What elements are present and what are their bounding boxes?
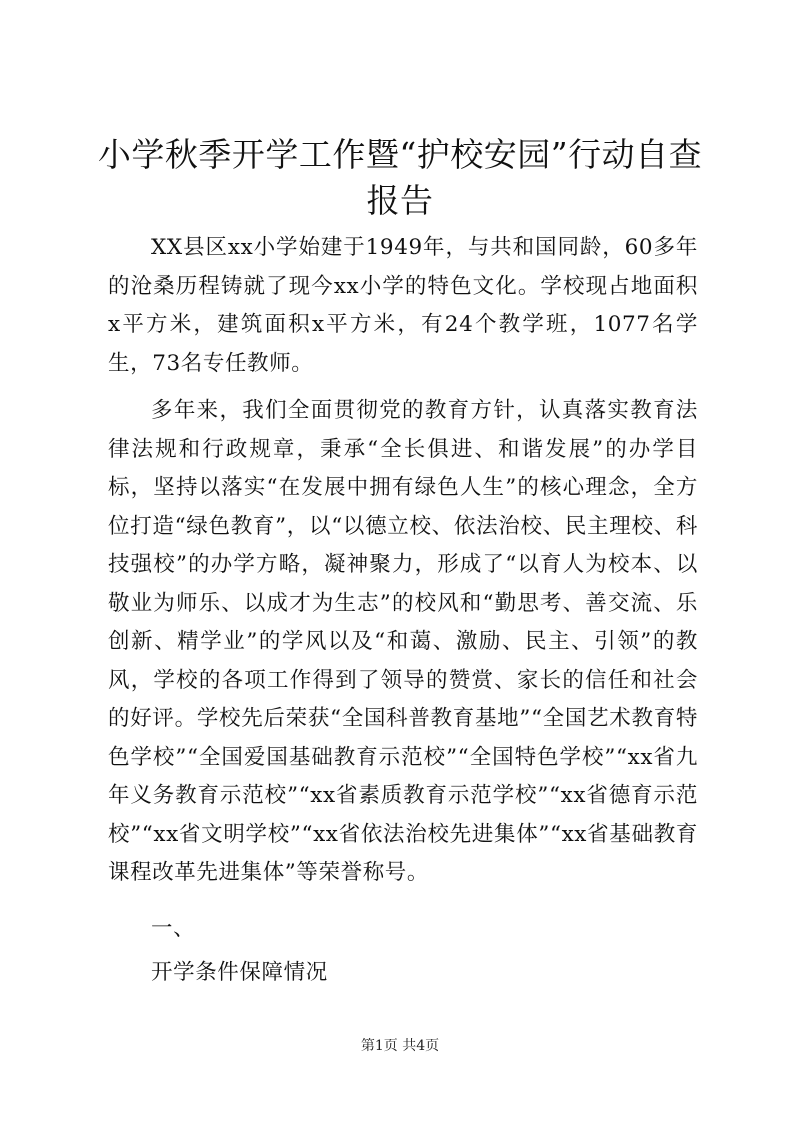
section-number: 一、 [151, 916, 196, 941]
section-heading: 开学条件保障情况 [151, 960, 328, 985]
page-footer: 第1页 共4页 [360, 1038, 440, 1054]
paragraph-school-intro: XX县区xx小学始建于1949年，与共和国同龄，60多年的沧桑历程铸就了现今xx小学的特色文化。学校现占地面积x平方米，建筑面积x平方米，有24个教学班，1077名学生，73名专任教师。 [108, 235, 698, 376]
document-title: 小学秋季开学工作暨“护校安园”行动自查报告 [97, 135, 703, 220]
paragraph-school-achievements: 多年来，我们全面贯彻党的教育方针，认真落实教育法律法规和行政规章，秉承“全长俱进、和谐发展”的办学目标，坚持以落实“在发展中拥有绿色人生”的核心理念，全方位打造“绿色教育”，以“以德立校、依法治校、民主理校、科技强校”的办学方略，凝神聚力，形成了“以育人为校本、以敬业为师乐、以成才为生志”的校风和“勤思考、善交流、乐创新、精学业”的学风以及“和蔼、激励、民主、引领”的教风，学校的各项工作得到了领导的赞赏、家长的信任和社会的好评。学校先后荣获“全国科普教育基地”“全国艺术教育特色学校”“全国爱国基础教育示范校”“全国特色学校”“xx省九年义务教育示范校”“xx省素质教育示范学校”“xx省德育示范校”“xx省文明学校”“xx省依法治校先进集体”“xx省基础教育课程改革先进集体”等荣誉称号。 [108, 398, 698, 885]
